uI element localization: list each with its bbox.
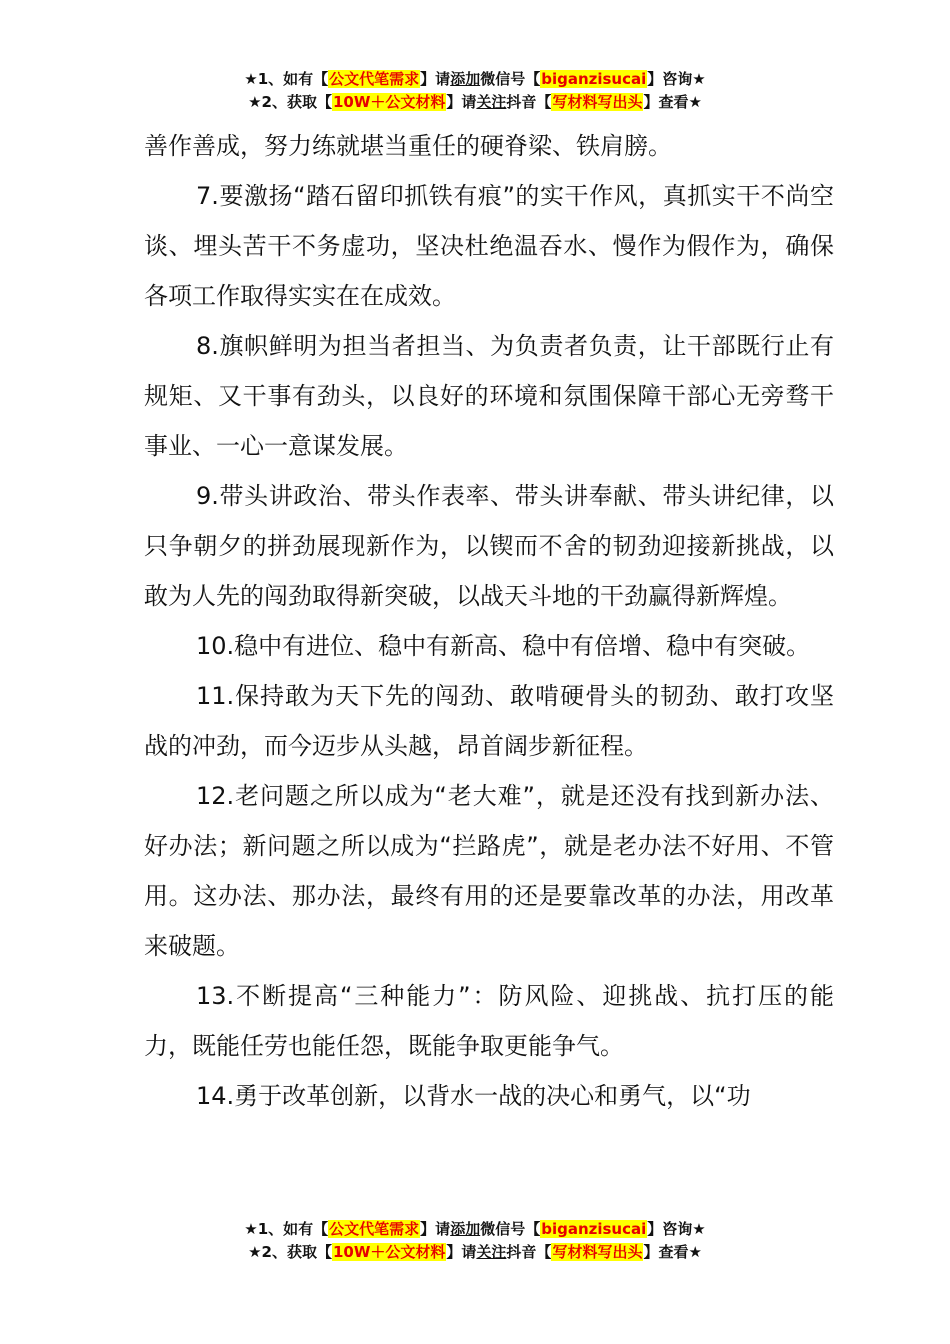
banner-text: 微信号【: [480, 1220, 541, 1238]
banner-highlight: 写材料写出头: [552, 93, 643, 111]
banner-line-2: [0, 91, 950, 114]
banner-underline-text: 添加: [450, 1220, 481, 1238]
banner-text: ★1、如有【: [244, 70, 329, 88]
paragraph: [144, 121, 834, 171]
paragraph: [144, 471, 834, 621]
banner-text: 】咨询★: [647, 1220, 706, 1238]
banner-text: 抖音【: [506, 93, 552, 111]
document-body: [144, 121, 834, 1121]
banner-highlight: biganzisucai: [541, 70, 647, 88]
paragraph-text: 老问题之所以成为“老大难”，就是还没有找到新办法、好办法；新问题之所以成为“拦路虎”，就是老办法不好用、不管用。这办法、那办法，最终有用的还是要靠改革的办法，用改革来破题。: [144, 782, 834, 960]
banner-text: 微信号【: [480, 70, 541, 88]
header-banner: [0, 68, 950, 114]
banner-text: 】咨询★: [647, 70, 706, 88]
banner-text: ★2、获取【: [248, 1243, 332, 1261]
banner-line-1: [0, 68, 950, 91]
paragraph-number: 8.: [196, 332, 219, 360]
paragraph-number: 9.: [196, 482, 219, 510]
banner-text: 】查看★: [643, 1243, 702, 1261]
paragraph: [144, 621, 834, 671]
paragraph-text: 要激扬“踏石留印抓铁有痕”的实干作风，真抓实干不尚空谈、埋头苦干不务虚功，坚决杜绝温吞水、慢作为假作为，确保各项工作取得实实在在成效。: [144, 182, 834, 310]
banner-highlight: biganzisucai: [541, 1220, 647, 1238]
banner-highlight: 公文代笔需求: [329, 1220, 420, 1238]
paragraph: [144, 321, 834, 471]
paragraph-number: 13.: [196, 982, 235, 1010]
paragraph-text: 不断提高“三种能力”：防风险、迎挑战、抗打压的能力，既能任劳也能任怨，既能争取更能争气。: [144, 982, 834, 1060]
paragraph-text: 保持敢为天下先的闯劲、敢啃硬骨头的韧劲、敢打攻坚战的冲劲，而今迈步从头越，昂首阔步新征程。: [144, 682, 834, 760]
paragraph-text: 善作善成，努力练就堪当重任的硬脊梁、铁肩膀。: [144, 132, 672, 160]
banner-text: ★2、获取【: [248, 93, 332, 111]
paragraph-number: 14.: [196, 1082, 235, 1110]
paragraph: [144, 671, 834, 771]
paragraph-number: 12.: [196, 782, 235, 810]
banner-line-2: [0, 1241, 950, 1264]
banner-text: 】请: [446, 1243, 477, 1261]
banner-text: 】请: [446, 93, 477, 111]
paragraph-text: 稳中有进位、稳中有新高、稳中有倍增、稳中有突破。: [234, 632, 811, 660]
banner-underline-text: 关注: [476, 93, 507, 111]
banner-highlight: 10W＋公文材料: [332, 1243, 446, 1261]
banner-highlight: 10W＋公文材料: [332, 93, 446, 111]
banner-line-1: [0, 1218, 950, 1241]
paragraph-text: 勇于改革创新，以背水一战的决心和勇气，以“功: [234, 1082, 751, 1110]
paragraph: [144, 171, 834, 321]
paragraph-number: 7.: [196, 182, 219, 210]
banner-text: ★1、如有【: [244, 1220, 329, 1238]
paragraph-text: 旗帜鲜明为担当者担当、为负责者负责，让干部既行止有规矩、又干事有劲头，以良好的环境和氛围保障干部心无旁骛干事业、一心一意谋发展。: [144, 332, 834, 460]
paragraph: [144, 771, 834, 971]
banner-text: 】查看★: [643, 93, 702, 111]
banner-text: 抖音【: [506, 1243, 552, 1261]
paragraph-number: 11.: [196, 682, 235, 710]
banner-underline-text: 关注: [476, 1243, 507, 1261]
banner-underline-text: 添加: [450, 70, 481, 88]
paragraph-text: 带头讲政治、带头作表率、带头讲奉献、带头讲纪律，以只争朝夕的拼劲展现新作为，以锲而不舍的韧劲迎接新挑战，以敢为人先的闯劲取得新突破，以战天斗地的干劲赢得新辉煌。: [144, 482, 834, 610]
footer-banner: [0, 1218, 950, 1264]
banner-highlight: 公文代笔需求: [329, 70, 420, 88]
banner-text: 】请: [420, 70, 451, 88]
paragraph: [144, 971, 834, 1071]
banner-highlight: 写材料写出头: [552, 1243, 643, 1261]
paragraph-number: 10.: [196, 632, 235, 660]
banner-text: 】请: [420, 1220, 451, 1238]
paragraph: [144, 1071, 834, 1121]
